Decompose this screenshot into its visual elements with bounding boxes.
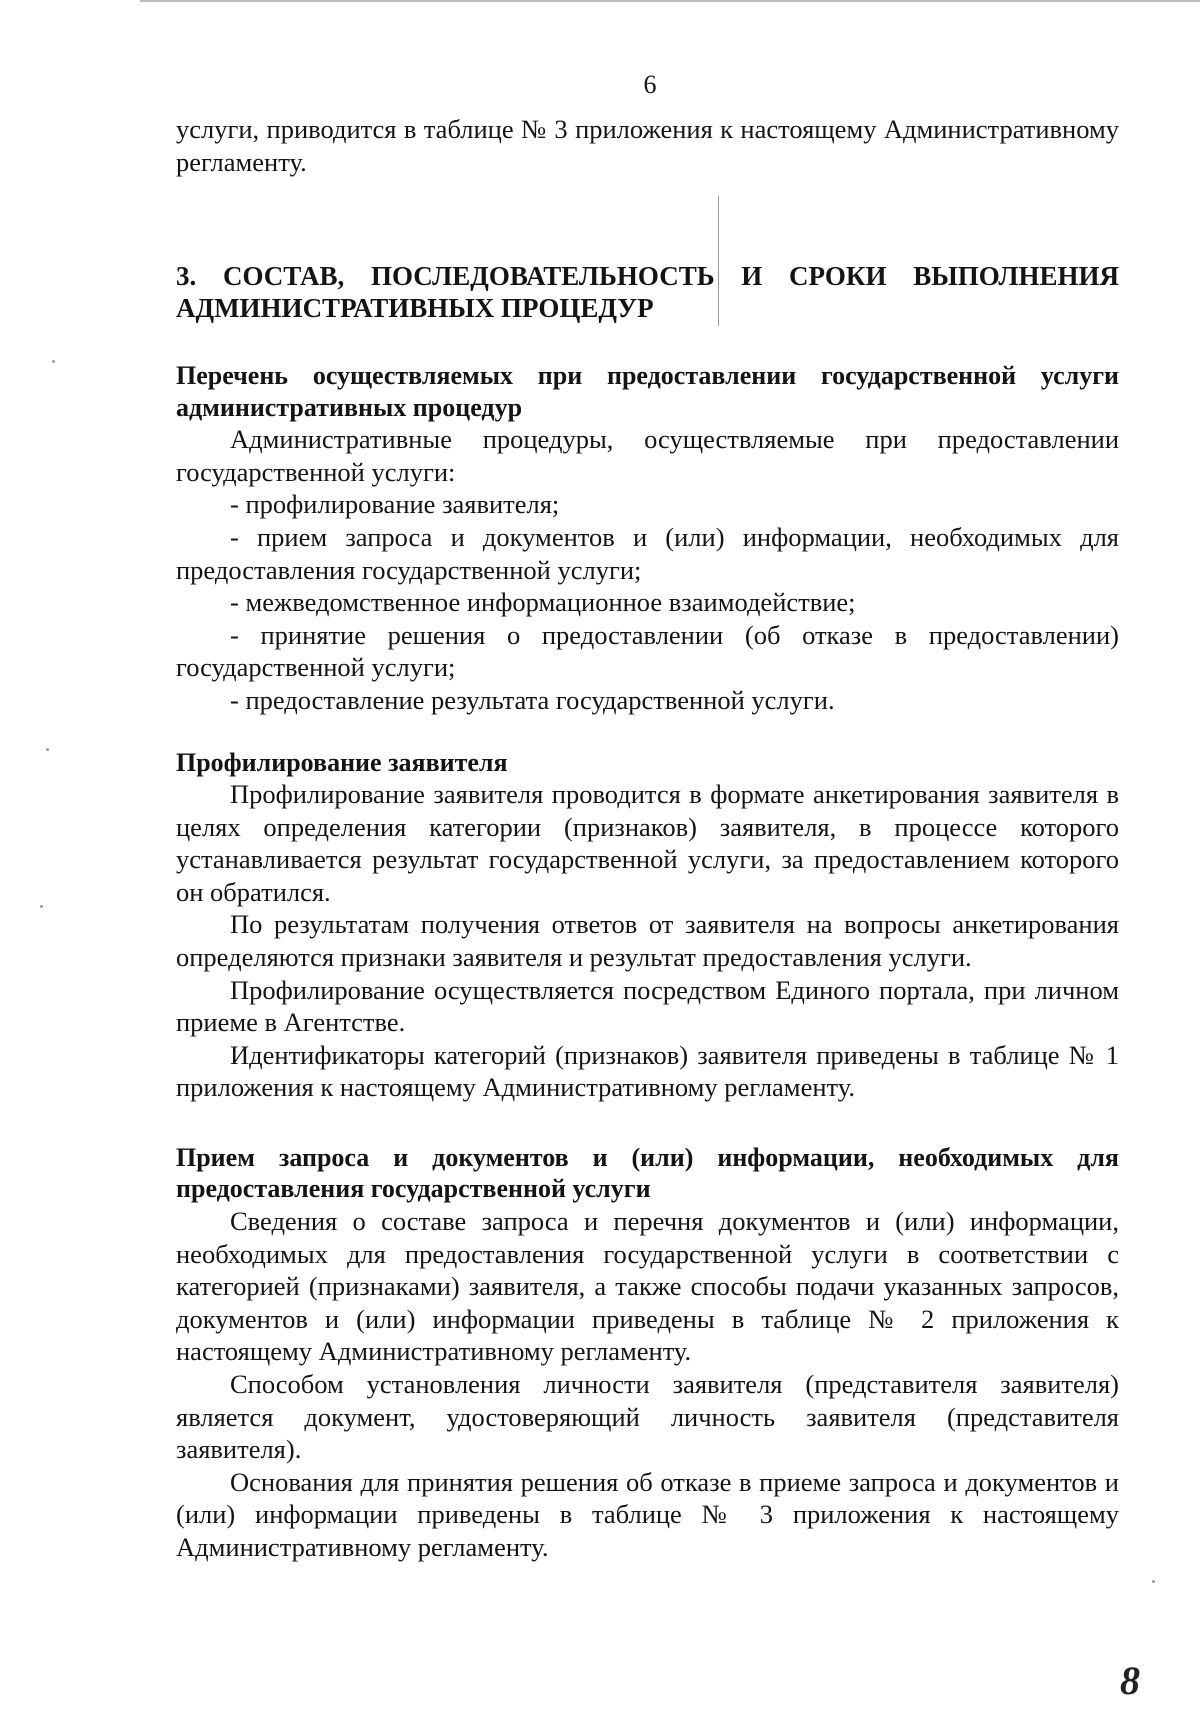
intro-paragraph: услуги, приводится в таблице № 3 приложения к настоящему Административному регламенту.: [176, 114, 1119, 177]
scan-top-edge: [140, 0, 1200, 2]
paragraph: Идентификаторы категорий (признаков) заявителя приведены в таблице № 1 приложения к настоящему Административному регламенту.: [176, 1039, 1119, 1103]
scan-speck: [52, 360, 55, 363]
paragraph: Профилирование заявителя проводится в формате анкетирования заявителя в целях определения категории (признаков) заявителя, в процессе которого устанавливается результат государственной услуги, за предоставлением которого он обратился.: [176, 779, 1119, 907]
paragraph: Основания для принятия решения об отказе в приеме запроса и документов и (или) информации приведены в таблице № 3 приложения к настоящему Административному регламенту.: [176, 1466, 1119, 1562]
paragraph: Административные процедуры, осуществляемые при предоставлении государственной услуги:: [176, 424, 1119, 487]
paragraph: Профилирование осуществляется посредством Единого портала, при личном приеме в Агентстве.: [176, 974, 1119, 1038]
list-item: - прием запроса и документов и (или) информации, необходимых для предоставления государственной услуги;: [176, 521, 1119, 585]
page-number: 6: [643, 70, 657, 99]
paragraph: Сведения о составе запроса и перечня документов и (или) информации, необходимых для предоставления государственной услуги в соответствии с категорией (признаками) заявителя, а также способы подачи указанных запросов, документов и (или) информации приведены в таблице № 2 приложения к настоящему Административному регламенту.: [176, 1205, 1119, 1367]
list-item: - межведомственное информационное взаимодействие;: [230, 587, 856, 618]
section-title: 3. СОСТАВ, ПОСЛЕДОВАТЕЛЬНОСТЬ И СРОКИ ВЫПОЛНЕНИЯ АДМИНИСТРАТИВНЫХ ПРОЦЕДУР: [176, 261, 1119, 324]
handwritten-page-mark: 8: [1120, 1658, 1140, 1703]
list-item: - профилирование заявителя;: [230, 489, 560, 520]
scan-speck: [40, 905, 43, 908]
paragraph: По результатам получения ответов от заявителя на вопросы анкетирования определяются признаки заявителя и результат предоставления услуги.: [176, 909, 1119, 972]
subsection-title-profiling: Профилирование заявителя: [176, 747, 508, 777]
scan-speck: [46, 748, 49, 751]
subsection-title-request-intake: Прием запроса и документов и (или) информации, необходимых для предоставления государственной услуги: [176, 1142, 1119, 1204]
list-item: - принятие решения о предоставлении (об отказе в предоставлении) государственной услуги;: [176, 619, 1119, 683]
scan-speck: [1152, 1580, 1155, 1583]
document-body: [176, 113, 1119, 1564]
paragraph: Способом установления личности заявителя (представителя заявителя) является документ, удостоверяющий личность заявителя (представителя заявителя).: [176, 1368, 1119, 1465]
list-item: - предоставление результата государственной услуги.: [230, 684, 835, 715]
subsection-title-procedures: Перечень осуществляемых при предоставлении государственной услуги административных процедур: [176, 361, 1119, 422]
